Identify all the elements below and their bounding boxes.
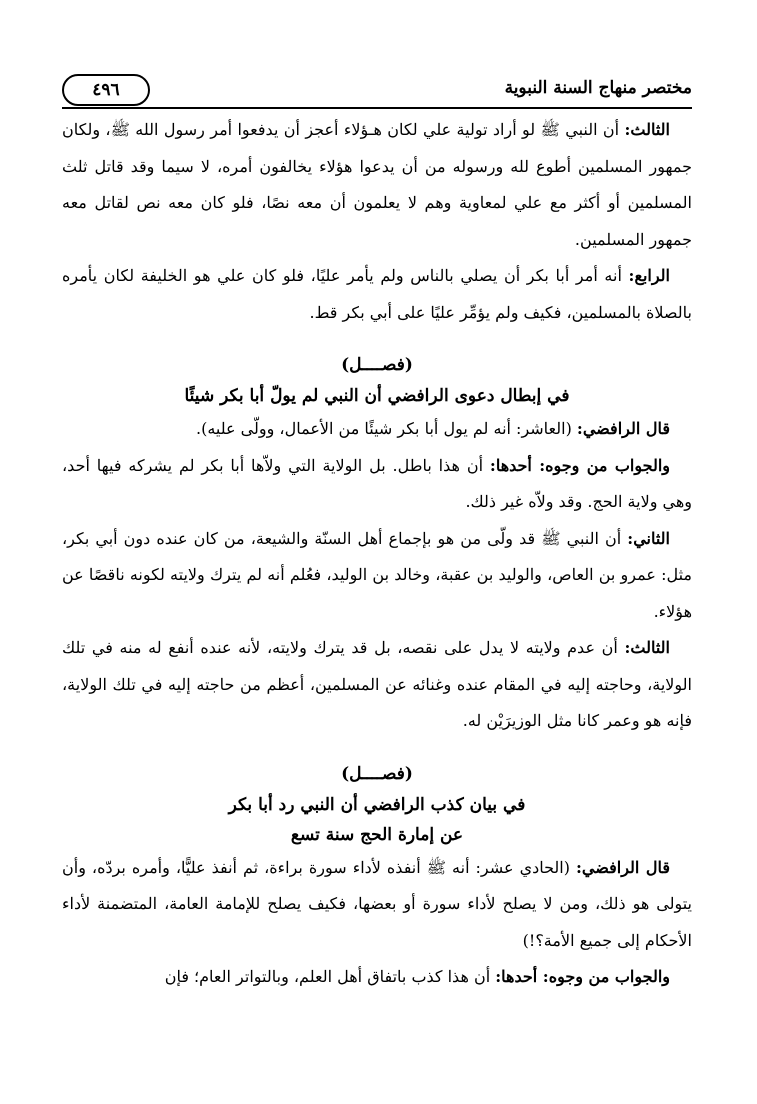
- paragraph-rafidi-claim: [62, 850, 692, 960]
- paragraph-lead: الثالث:: [624, 638, 670, 657]
- section-label: (فصــــل): [341, 763, 413, 784]
- paragraph-text: أن عدم ولايته لا يدل على نقصه، بل قد يترك ولايته، لأنه عنده أنفع له منه في تلك الولاية، وحاجته إليه في المقام عنده وغنائه عن المسلمين، أعظم من حاجته إليه في تلك الولاية، فإنه هو وعمر كانا مثل الوزيرَيْن له.: [62, 638, 693, 730]
- page-number-badge: ٤٩٦: [62, 74, 150, 106]
- paragraph-lead: الثاني:: [627, 528, 670, 548]
- paragraph-text: أنه أمر أبا بكر أن يصلي بالناس ولم يأمر عليًا، فلو كان علي هو الخليفة لكان يأمره بالصلاة بالمسلمين، فكيف ولم يؤمِّر عليًا على أبي بكر قط.: [62, 266, 692, 322]
- paragraph-text: أن هذا كذب باتفاق أهل العلم، وبالتواتر العام؛ فإن: [164, 967, 496, 986]
- paragraph-answer-third: [62, 630, 692, 740]
- paragraph-fourth-point: [62, 258, 692, 331]
- book-title: مختصر منهاج السنة النبوية: [504, 78, 692, 98]
- paragraph-answer-first: [62, 959, 692, 996]
- paragraph-third-point: [62, 112, 692, 258]
- paragraph-answer-first: [62, 448, 692, 521]
- paragraph-lead: الثالث:: [624, 120, 670, 139]
- paragraph-lead: قال الرافضي:: [576, 419, 670, 438]
- section-title: عن إمارة الحج سنة تسع: [290, 824, 464, 845]
- paragraph-text: (الحادي عشر: أنه ﷺ أنفذه لأداء سورة براءة، ثم أنفذ عليًّا، وأمره بردّه، وأن يتولى هو ذلك، ومن لا يصلح لأداء سورة أو بعضها، فكيف يصلح للإمامة العامة، المتضمنة لأداء الأحكام إلى جميع الأمة؟!): [62, 857, 692, 950]
- paragraph-lead: قال الرافضي:: [576, 857, 671, 877]
- paragraph-text: (العاشر: أنه لم يول أبا بكر شيئًا من الأعمال، وولّى عليه).: [196, 419, 577, 438]
- section-label: (فصــــل): [341, 355, 413, 375]
- page-header: [62, 74, 692, 108]
- paragraph-rafidi-claim: [62, 411, 692, 448]
- paragraph-lead: والجواب من وجوه: أحدها:: [495, 967, 670, 986]
- paragraph-text: أن النبي ﷺ قد ولّى من هو بإجماع أهل السنّة والشيعة، من كان عنده دون أبي بكر، مثل: عمرو بن العاص، والوليد بن عقبة، وخالد بن الوليد، فعُلم أنه لم يترك ولايته لكونه ناقصًا عن هؤلاء.: [62, 528, 692, 621]
- paragraph-text: أن النبي ﷺ لو أراد تولية علي لكان هـؤلاء أعجز أن يدفعوا أمر رسول الله ﷺ، ولكان جمهور المسلمين أطوع لله ورسوله من أن يدعوا هؤلاء يخالفون أمره، لا سيما وقد قاتل ثلث المسلمين أو أكثر مع علي لمعاوية وهم لا يعلمون أن معه نصًا، فلو كان معه نص لقاتل معه جمهور المسلمين.: [62, 120, 693, 249]
- section-title: في إبطال دعوى الرافضي أن النبي لم يولّ أبا بكر شيئًا: [184, 386, 570, 406]
- section-title: في بيان كذب الرافضي أن النبي رد أبا بكر: [228, 794, 526, 815]
- header-rule: [62, 107, 692, 109]
- paragraph-lead: والجواب من وجوه: أحدها:: [489, 455, 671, 475]
- page-body: [62, 112, 692, 996]
- paragraph-text: أن هذا باطل. بل الولاية التي ولاّها أبا بكر لم يشركه فيها أحد، وهي ولاية الحج. وقد ولاّه غير ذلك.: [62, 455, 692, 511]
- paragraph-answer-second: [62, 521, 692, 631]
- paragraph-lead: الرابع:: [628, 266, 670, 285]
- section-heading: [62, 758, 692, 850]
- section-heading: [62, 349, 692, 411]
